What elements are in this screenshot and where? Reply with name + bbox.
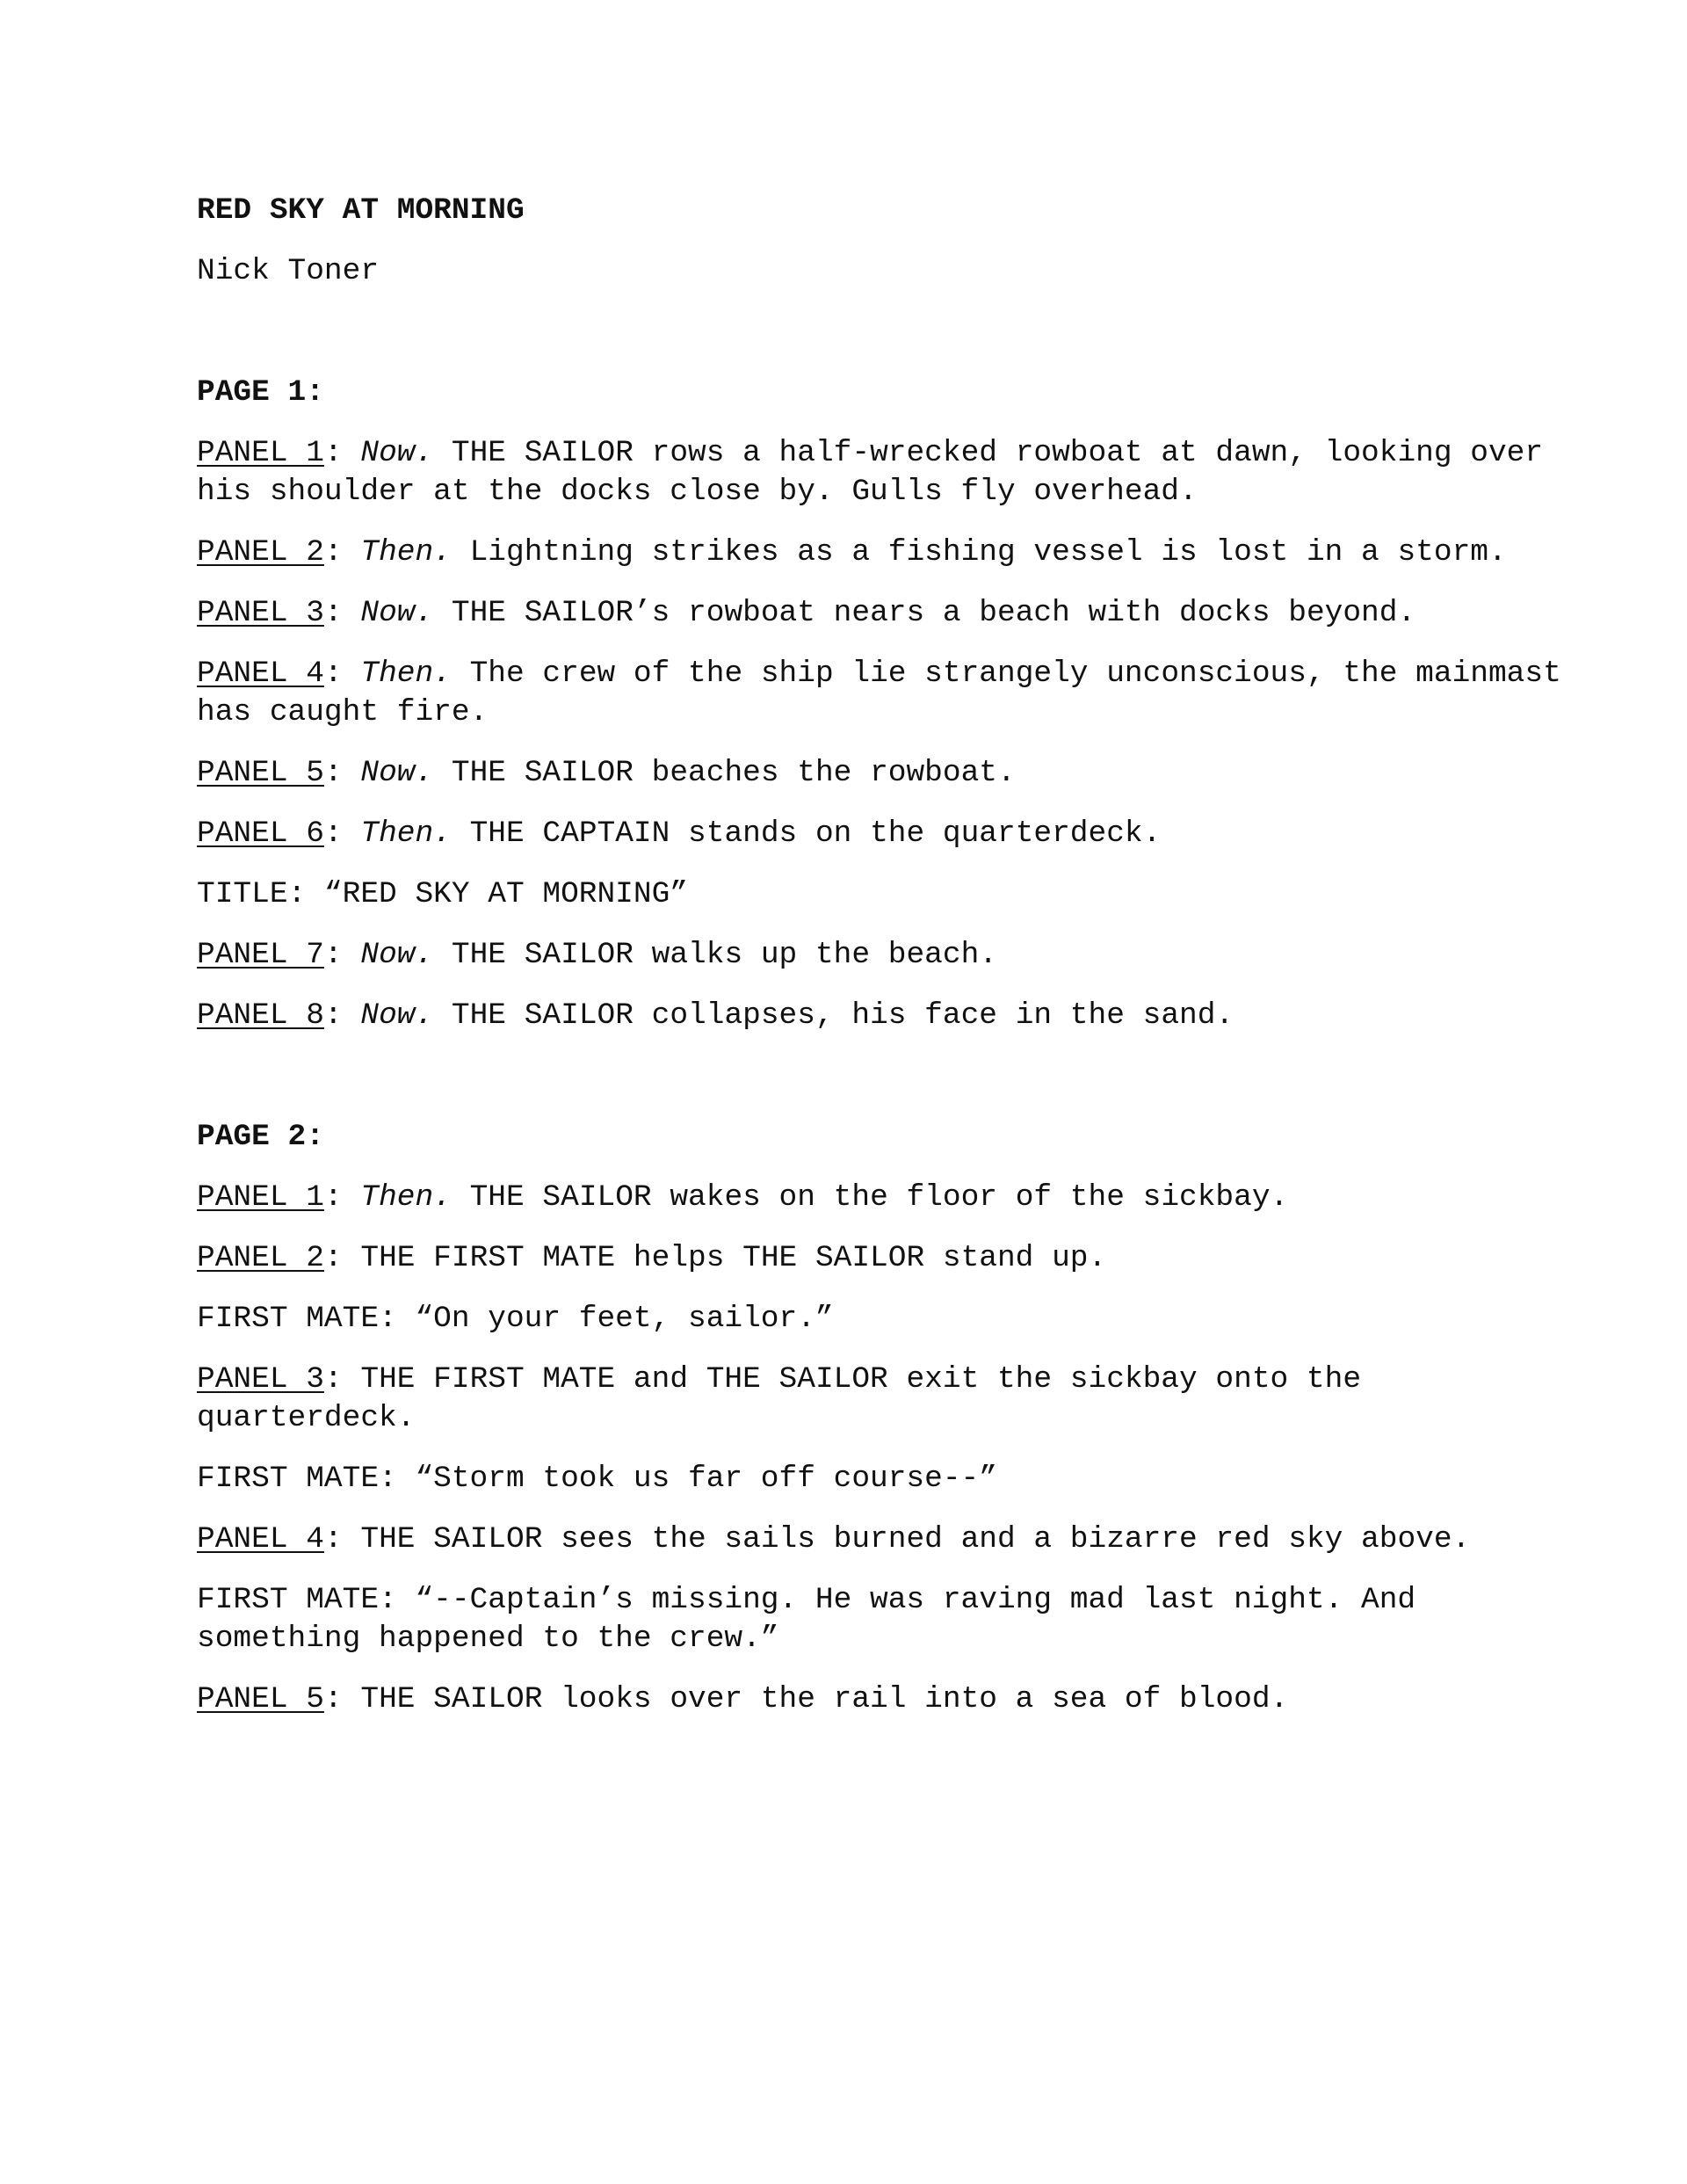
script-page [197, 192, 1580, 1741]
panel-description [197, 1520, 1568, 1559]
panel-description [197, 1360, 1568, 1438]
time-tag: Then. [360, 657, 452, 691]
panel-text: THE SAILOR rows a half-wrecked rowboat at dawn, looking over his shoulder at the docks close by. Gulls fly overhead. [197, 436, 1561, 509]
panel-text: THE SAILOR beaches the rowboat. [433, 756, 1016, 790]
script-title: RED SKY AT MORNING [197, 193, 525, 228]
time-tag: Now. [360, 998, 434, 1033]
time-tag: Then. [360, 535, 452, 570]
page-heading: PAGE 1: [197, 375, 324, 410]
panel-label: PANEL 7 [197, 938, 324, 972]
panel-text: The crew of the ship lie strangely unconscious, the mainmast has caught fire. [197, 657, 1580, 729]
panel-text: Lightning strikes as a fishing vessel is lost in a storm. [451, 535, 1507, 570]
time-tag: Now. [360, 938, 434, 972]
panel-separator: : [323, 756, 361, 790]
panel-separator: : [323, 657, 361, 691]
panel-text: THE SAILOR looks over the rail into a sea of blood. [360, 1682, 1289, 1716]
panel-description [197, 754, 1568, 793]
script-line: FIRST MATE: “Storm took us far off course--” [197, 1462, 997, 1496]
panel-label: PANEL 5 [197, 756, 324, 790]
panel-label: PANEL 4 [197, 1522, 324, 1556]
pages-container [197, 374, 1580, 1719]
panel-separator: : [323, 436, 361, 470]
script-line: FIRST MATE: “--Captain’s missing. He was raving mad last night. And something happened to the crew.” [197, 1583, 1434, 1656]
panel-label: PANEL 1 [197, 1180, 324, 1215]
panel-label: PANEL 5 [197, 1682, 324, 1716]
script-line: FIRST MATE: “On your feet, sailor.” [197, 1302, 834, 1336]
panel-separator: : [323, 938, 361, 972]
panel-separator: : [323, 816, 361, 851]
panel-separator: : [323, 998, 361, 1033]
panel-description [197, 1239, 1568, 1278]
panel-label: PANEL 2 [197, 1241, 324, 1275]
script-author: Nick Toner [197, 254, 380, 288]
time-tag: Now. [360, 596, 434, 630]
panel-separator: : [323, 1682, 361, 1716]
panel-text: THE SAILOR wakes on the floor of the sickbay. [451, 1180, 1289, 1215]
panel-text: THE SAILOR walks up the beach. [433, 938, 997, 972]
panel-text: THE SAILOR’s rowboat nears a beach with docks beyond. [433, 596, 1416, 630]
panel-label: PANEL 3 [197, 596, 324, 630]
time-tag: Now. [360, 436, 434, 470]
panel-description [197, 815, 1568, 853]
panel-text: THE FIRST MATE and THE SAILOR exit the sickbay onto the quarterdeck. [197, 1362, 1379, 1435]
panel-separator: : [323, 1522, 361, 1556]
panel-description [197, 655, 1580, 732]
panel-label: PANEL 3 [197, 1362, 324, 1397]
panel-separator: : [323, 1241, 361, 1275]
panel-description [197, 997, 1568, 1035]
panel-description [197, 594, 1568, 633]
panel-separator: : [323, 1362, 361, 1397]
panel-label: PANEL 4 [197, 657, 324, 691]
panel-separator: : [323, 535, 361, 570]
panel-text: THE SAILOR sees the sails burned and a bizarre red sky above. [360, 1522, 1471, 1556]
page-heading: PAGE 2: [197, 1120, 324, 1154]
panel-text: THE CAPTAIN stands on the quarterdeck. [451, 816, 1162, 851]
panel-label: PANEL 2 [197, 535, 324, 570]
panel-text: THE SAILOR collapses, his face in the sand. [433, 998, 1234, 1033]
page-spacer [197, 1057, 1568, 1118]
script-page-section [197, 374, 1580, 1035]
script-page-section [197, 1118, 1568, 1719]
time-tag: Then. [360, 816, 452, 851]
panel-description [197, 1179, 1568, 1217]
panel-label: PANEL 6 [197, 816, 324, 851]
panel-description [197, 1680, 1568, 1719]
panel-label: PANEL 1 [197, 436, 324, 470]
time-tag: Now. [360, 756, 434, 790]
time-tag: Then. [360, 1180, 452, 1215]
panel-description [197, 936, 1568, 975]
panel-separator: : [323, 1180, 361, 1215]
panel-separator: : [323, 596, 361, 630]
script-line: TITLE: “RED SKY AT MORNING” [197, 877, 688, 911]
panel-description [197, 533, 1568, 572]
panel-label: PANEL 8 [197, 998, 324, 1033]
panel-description [197, 434, 1568, 512]
panel-text: THE FIRST MATE helps THE SAILOR stand up. [360, 1241, 1107, 1275]
